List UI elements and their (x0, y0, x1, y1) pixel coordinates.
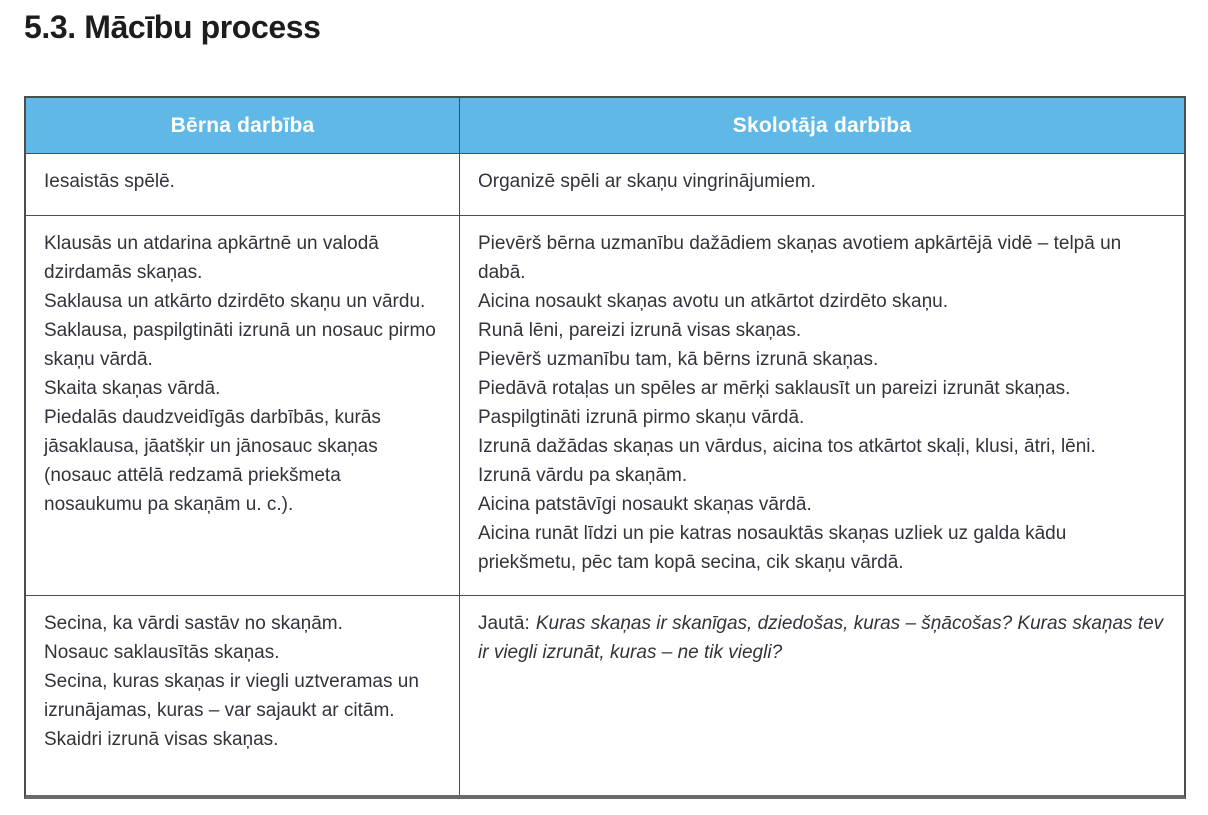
table-row (26, 153, 1184, 215)
text-line: Iesaistās spēlē. (44, 171, 175, 192)
child-activity-cell (26, 596, 460, 795)
text-line: Klausās un atdarina apkārtnē un valodā dzirdamās skaņas. (44, 233, 379, 283)
teacher-activity-cell (460, 596, 1184, 795)
text-line: Pievērš uzmanību tam, kā bērns izrunā skaņas. (478, 349, 879, 370)
text-line: Skaidri izrunā visas skaņas. (44, 729, 279, 750)
text-line: Pievērš bērna uzmanību dažādiem skaņas avotiem apkārtējā vidē – telpā un dabā. (478, 233, 1122, 283)
question-prefix: Jautā: (478, 613, 530, 634)
teacher-activity-cell (460, 216, 1184, 595)
text-line: Nosauc saklausītās skaņas. (44, 642, 280, 663)
text-line: Izrunā vārdu pa skaņām. (478, 465, 688, 486)
table-row (26, 595, 1184, 795)
page-title: 5.3. Mācību process (24, 9, 321, 45)
text-line: Saklausa, paspilgtināti izrunā un nosauc pirmo skaņu vārdā. (44, 320, 436, 370)
text-line: Runā lēni, pareizi izrunā visas skaņas. (478, 320, 802, 341)
learning-process-table (24, 96, 1186, 799)
column-header-teacher-activity: Skolotāja darbība (732, 113, 912, 137)
table-header-row (26, 98, 1184, 153)
text-line: Secina, ka vārdi sastāv no skaņām. (44, 613, 343, 634)
text-line: Izrunā dažādas skaņas un vārdus, aicina tos atkārtot skaļi, klusi, ātri, lēni. (478, 436, 1096, 457)
text-line: Aicina runāt līdzi un pie katras nosauktās skaņas uzliek uz galda kādu priekšmetu, pēc tam kopā secina, cik skaņu vārdā. (478, 523, 1067, 573)
text-line: Paspilgtināti izrunā pirmo skaņu vārdā. (478, 407, 805, 428)
column-header-child-activity: Bērna darbība (26, 98, 460, 153)
text-line: Saklausa un atkārto dzirdēto skaņu un vārdu. (44, 291, 426, 312)
child-activity-cell (26, 154, 460, 215)
text-line: Organizē spēli ar skaņu vingrinājumiem. (478, 171, 816, 192)
text-line: Secina, kuras skaņas ir viegli uztveramas un izrunājamas, kuras – var sajaukt ar citām. (44, 671, 419, 721)
text-line: Aicina patstāvīgi nosaukt skaņas vārdā. (478, 494, 812, 515)
text-line: Skaita skaņas vārdā. (44, 378, 221, 399)
text-line: Aicina nosaukt skaņas avotu un atkārtot dzirdēto skaņu. (478, 291, 948, 312)
table-row (26, 215, 1184, 595)
child-activity-cell (26, 216, 460, 595)
text-line: Piedāvā rotaļas un spēles ar mērķi saklausīt un pareizi izrunāt skaņas. (478, 378, 1071, 399)
text-line: Piedalās daudzveidīgās darbībās, kurās jāsaklausa, jāatšķir un jānosauc skaņas (nosauc attēlā redzamā priekšmeta nosaukumu pa skaņām u. c.). (44, 407, 381, 515)
teacher-activity-cell (460, 154, 1184, 215)
question-text: Kuras skaņas ir skanīgas, dziedošas, kuras – šņācošas? Kuras skaņas tev ir viegli izrunāt, kuras – ne tik viegli? (478, 613, 1164, 663)
